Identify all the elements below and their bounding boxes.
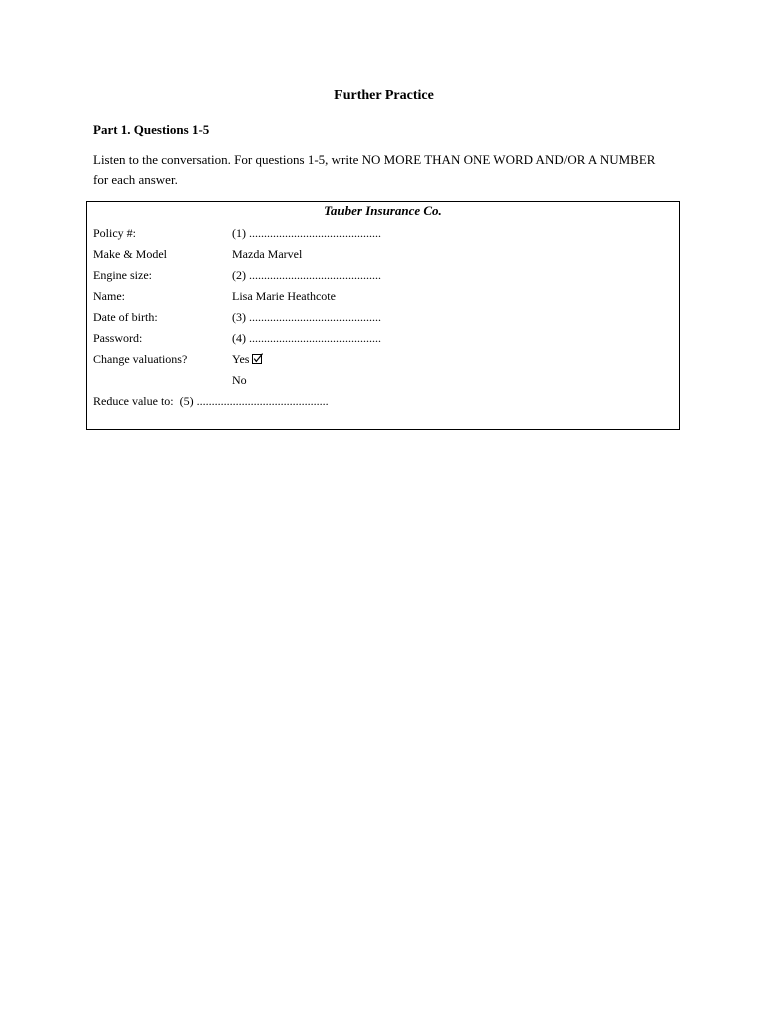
yes-option xyxy=(232,349,263,369)
form-label: Change valuations? xyxy=(93,352,188,366)
form-value: Lisa Marie Heathcote xyxy=(232,289,336,303)
yes-option-label: Yes xyxy=(232,352,250,366)
no-option-label: No xyxy=(232,373,247,387)
form-label: Engine size: xyxy=(93,268,152,282)
form-label: Make & Model xyxy=(93,247,167,261)
instructions: Listen to the conversation. For questions 1-5, write NO MORE THAN ONE WORD AND/OR A NUMBER for each answer. xyxy=(93,152,656,187)
form-label: Password: xyxy=(93,331,143,345)
form-value: Mazda Marvel xyxy=(232,247,303,261)
reduce-value-label: Reduce value to: xyxy=(93,394,174,408)
part-heading: Part 1. Questions 1-5 xyxy=(93,122,210,137)
form-answer-blank: (1) ............................................ xyxy=(232,226,381,240)
form-answer-blank: (3) ............................................ xyxy=(232,310,381,324)
form-label: Policy #: xyxy=(93,226,137,240)
form-answer-blank: (5) ............................................ xyxy=(179,394,329,408)
page-title: Further Practice xyxy=(334,88,434,103)
form-answer-blank: (4) ............................................ xyxy=(232,331,381,345)
checked-box-icon xyxy=(252,353,263,364)
form-label: Name: xyxy=(93,289,125,303)
form-row-reduce-value xyxy=(93,391,329,411)
form-label: Date of birth: xyxy=(93,310,158,324)
insurance-form xyxy=(86,201,680,430)
form-title: Tauber Insurance Co. xyxy=(324,203,442,218)
form-answer-blank: (2) ............................................ xyxy=(232,268,381,282)
